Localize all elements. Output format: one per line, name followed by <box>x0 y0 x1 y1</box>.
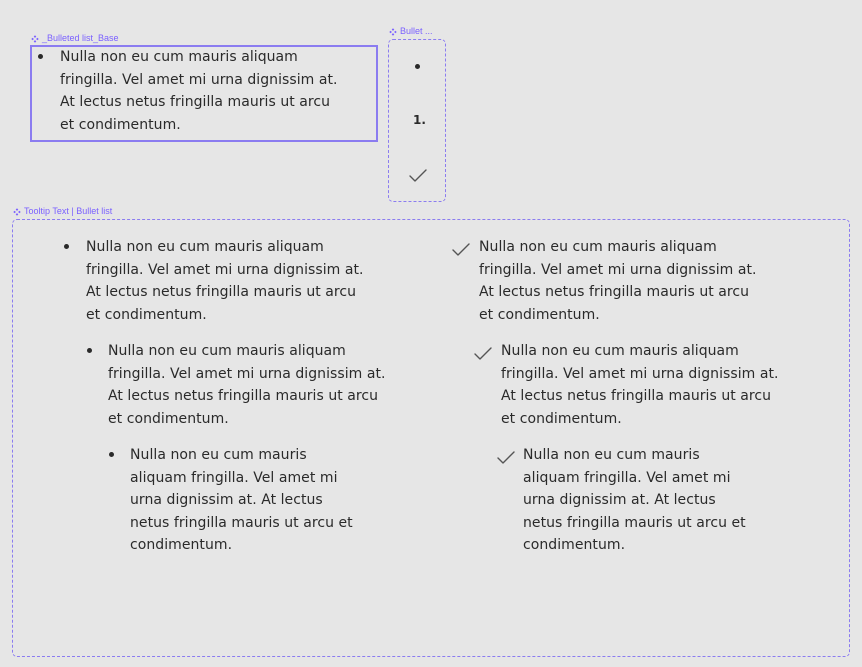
list-item <box>479 236 757 326</box>
list-item <box>108 340 386 430</box>
component-icon <box>389 28 397 36</box>
check-icon <box>497 450 515 469</box>
component-icon <box>31 35 39 43</box>
component-icon <box>13 208 21 216</box>
list-item-text: Nulla non eu cum mauris aliquam fringilla. Vel amet mi urna dignissim at. At lectus netus fringilla mauris ut arcu et condimentum. <box>60 49 338 133</box>
bullet-dot-icon <box>38 54 43 59</box>
list-item-text: Nulla non eu cum mauris aliquam fringilla. Vel amet mi urna dignissim at. At lectus netus fringilla mauris ut arcu et condimentum. <box>130 447 353 553</box>
component-label-text: _Bulleted list_Base <box>42 33 119 43</box>
bullet-dot-icon <box>87 348 92 353</box>
component-label-bullet[interactable] <box>389 26 433 37</box>
check-icon <box>474 346 492 365</box>
check-icon <box>452 242 470 261</box>
list-item-text: Nulla non eu cum mauris aliquam fringilla. Vel amet mi urna dignissim at. At lectus netus fringilla mauris ut arcu et condimentum. <box>523 447 746 553</box>
list-item-text: Nulla non eu cum mauris aliquam fringilla. Vel amet mi urna dignissim at. At lectus netus fringilla mauris ut arcu et condimentum. <box>501 343 779 427</box>
component-label-text: Tooltip Text | Bullet list <box>24 206 113 216</box>
check-icon <box>409 168 427 187</box>
list-item-text: Nulla non eu cum mauris aliquam fringilla. Vel amet mi urna dignissim at. At lectus netus fringilla mauris ut arcu et condimentum. <box>479 239 757 323</box>
numbered-bullet-label: 1. <box>413 113 426 127</box>
list-item <box>501 340 779 430</box>
list-item-text: Nulla non eu cum mauris aliquam fringilla. Vel amet mi urna dignissim at. At lectus netus fringilla mauris ut arcu et condimentum. <box>86 239 364 323</box>
component-label-tooltip-text[interactable] <box>13 206 112 217</box>
list-item <box>523 444 746 557</box>
bullet-dot-icon <box>415 64 420 69</box>
list-item <box>130 444 353 557</box>
list-item <box>86 236 364 326</box>
base-list-item <box>60 46 338 136</box>
bullet-dot-icon <box>64 244 69 249</box>
component-label-text: Bullet ... <box>400 26 433 36</box>
component-label-bulleted-list-base[interactable] <box>31 33 119 44</box>
list-item-text: Nulla non eu cum mauris aliquam fringilla. Vel amet mi urna dignissim at. At lectus netus fringilla mauris ut arcu et condimentum. <box>108 343 386 427</box>
bullet-dot-icon <box>109 452 114 457</box>
